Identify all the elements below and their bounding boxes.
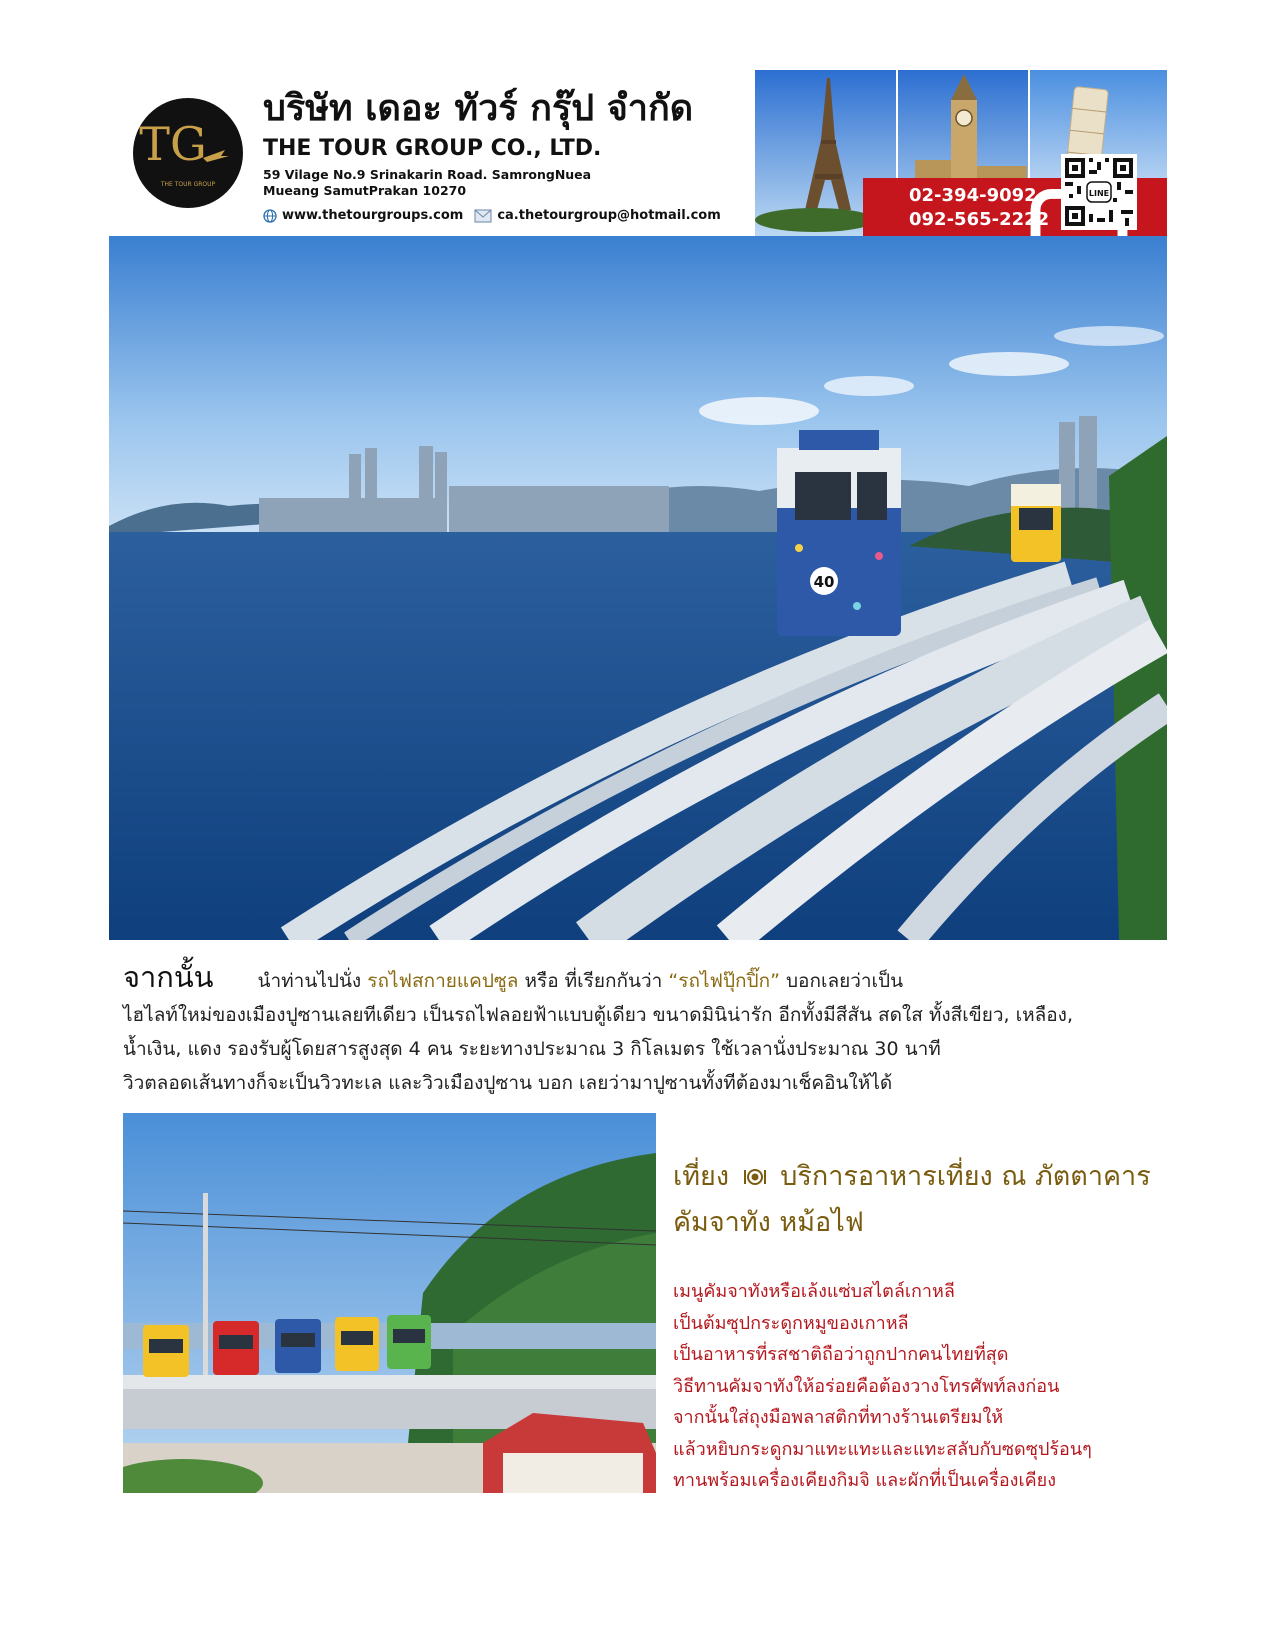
menu-line: วิธีทานคัมจาทังให้อร่อยคือต้องวางโทรศัพท์ลงก่อน bbox=[673, 1375, 1060, 1397]
company-name-thai: บริษัท เดอะ ทัวร์ กรุ๊ป จำกัด bbox=[263, 88, 694, 129]
svg-text:TG: TG bbox=[139, 117, 207, 171]
lunch-section bbox=[673, 1154, 1153, 1497]
phone-number-1[interactable]: 02-394-9092 bbox=[909, 185, 1037, 206]
lunch-title-text: บริการอาหารเที่ยง ณ ภัตตาคาร bbox=[780, 1161, 1151, 1192]
lunch-menu-description bbox=[673, 1276, 1153, 1497]
intro-line-3: น้ำเงิน, แดง รองรับผู้โดยสารสูงสุด 4 คน ระยะทางประมาณ 3 กิโลเมตร ใช้เวลานั่งประมาณ 30 นาที bbox=[123, 1038, 941, 1060]
lunch-title bbox=[673, 1154, 1153, 1246]
address-line-1: 59 Vilage No.9 Srinakarin Road. SamrongNuea bbox=[263, 167, 592, 182]
intro-text-b: หรือ ที่เรียกกันว่า bbox=[518, 970, 669, 992]
menu-line: เป็นต้มซุปกระดูกหมูของเกาหลี bbox=[673, 1312, 909, 1334]
line-qr-code bbox=[1061, 154, 1137, 230]
sky-capsule-description bbox=[123, 960, 1153, 1100]
menu-line: เมนูคัมจาทังหรือเล้งแซ่บสไตล์เกาหลี bbox=[673, 1281, 955, 1302]
intro-line-2: ไฮไลท์ใหม่ของเมืองปูซานเลยทีเดียว เป็นรถไฟลอยฟ้าแบบตู้เดียว ขนาดมินิน่ารัก อีกทั้งมีสีสัน สดใส ทั้งสีเขียว, เหลือง, bbox=[123, 1004, 1073, 1026]
intro-text-a: นำท่านไปนั่ง bbox=[257, 970, 368, 992]
phone-numbers bbox=[909, 184, 1049, 232]
menu-line: แล้วหยิบกระดูกมาแทะแทะและแทะสลับกับซดซุปร้อนๆ bbox=[673, 1438, 1092, 1460]
plate-cutlery-icon bbox=[742, 1167, 768, 1187]
globe-icon bbox=[263, 209, 277, 223]
lunch-title-line-2: คัมจาทัง หม้อไฟ bbox=[673, 1207, 864, 1238]
website-link[interactable]: www.thetourgroups.com bbox=[282, 208, 464, 223]
company-address bbox=[263, 167, 733, 199]
landmarks-banner bbox=[755, 70, 1167, 236]
menu-line: เป็นอาหารที่รสชาติถือว่าถูกปากคนไทยที่สุด bbox=[673, 1344, 1009, 1365]
intro-line-4: วิวตลอดเส้นทางก็จะเป็นวิวทะเล และวิวเมืองปูซาน บอก เลยว่ามาปูซานทั้งทีต้องมาเช็คอินให้ได้ bbox=[123, 1072, 893, 1094]
train-number: 40 bbox=[813, 573, 835, 591]
company-logo bbox=[133, 98, 243, 208]
colorful-capsules-photo bbox=[123, 1113, 656, 1493]
intro-text-c: บอกเลยว่าเป็น bbox=[779, 970, 904, 992]
company-name-english: THE TOUR GROUP CO., LTD. bbox=[263, 136, 602, 161]
puk-pik-highlight: “รถไฟปุ๊กปิ๊ก” bbox=[668, 970, 780, 992]
letterhead bbox=[109, 70, 1167, 236]
phone-number-2[interactable]: 092-565-2222 bbox=[909, 209, 1050, 230]
email-link[interactable]: ca.thetourgroup@hotmail.com bbox=[497, 208, 721, 223]
section-heading: จากนั้น bbox=[123, 960, 214, 994]
svg-text:THE TOUR GROUP: THE TOUR GROUP bbox=[160, 181, 216, 188]
menu-line: จากนั้นใส่ถุงมือพลาสติกที่ทางร้านเตรียมให้ bbox=[673, 1407, 1004, 1428]
address-line-2: Mueang SamutPrakan 10270 bbox=[263, 183, 467, 198]
sky-capsule-highlight: รถไฟสกายแคปซูล bbox=[367, 970, 519, 992]
lunch-title-prefix: เที่ยง bbox=[673, 1161, 730, 1192]
menu-line: ทานพร้อมเครื่องเคียงกิมจิ และผักที่เป็นเครื่องเคียง bbox=[673, 1470, 1056, 1491]
company-info bbox=[263, 88, 733, 199]
mail-icon bbox=[474, 209, 492, 223]
contact-row bbox=[263, 208, 721, 223]
svg-text:LINE: LINE bbox=[1088, 189, 1110, 198]
sky-capsule-hero-photo bbox=[109, 236, 1167, 940]
intro-line-1 bbox=[123, 960, 1153, 998]
